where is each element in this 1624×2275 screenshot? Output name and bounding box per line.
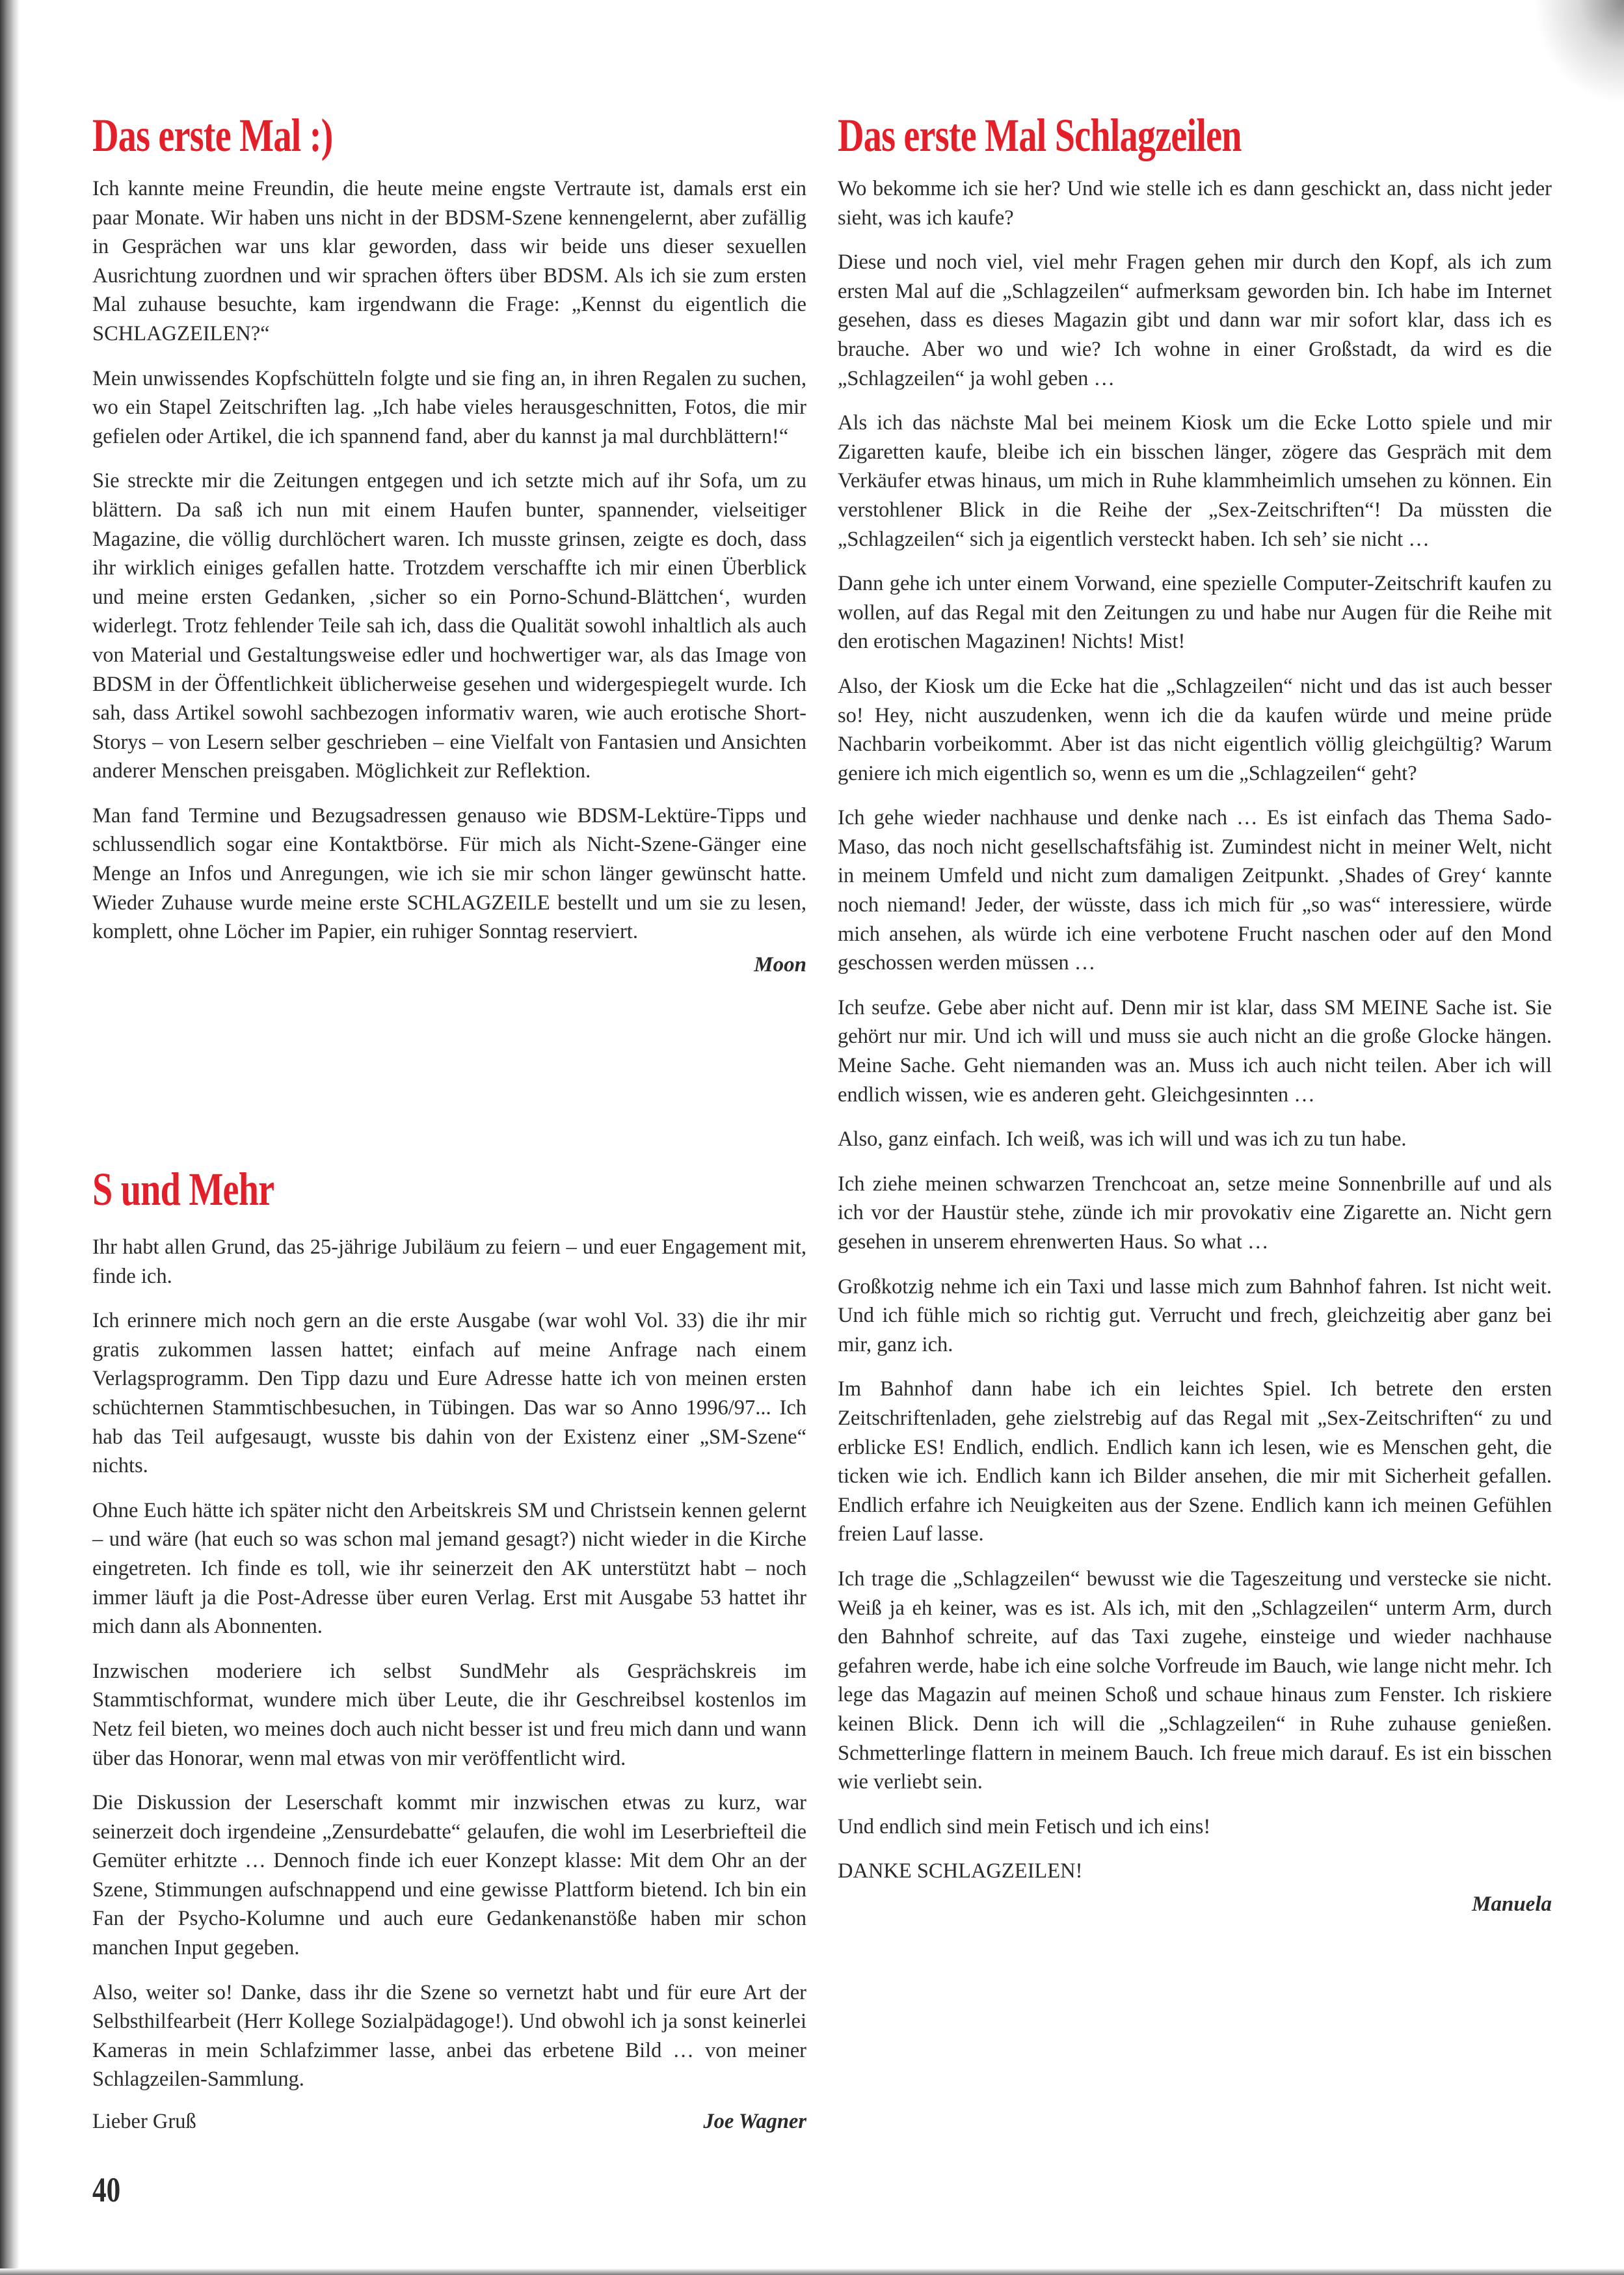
paragraph: DANKE SCHLAGZEILEN! (838, 1859, 1083, 1883)
paragraph: Ich erinnere mich noch gern an die erste Ausgabe (war wohl Vol. 33) die ihr mir gratis zukommen lassen hattet; einfach auf meine Anfrage nach einem Verlagsprogramm. Den Tipp dazu und Eure Adresse hatte ich von meinen ersten schüchternen Stammtischbesuchen, in Tübingen. Das war so Anno 1996/97... Ich hab das Teil aufgesaugt, wusste bis dahin von der Existenz einer „SM-Szene“ nichts. (92, 1309, 806, 1478)
closing-row (92, 2110, 806, 2134)
paragraph: Ich gehe wieder nachhause und denke nach … Es ist einfach das Thema Sado-Maso, das noch nicht gesellschaftsfähig ist. Zumindest nicht in meiner Welt, nicht in meinem Umfeld und nicht zum damaligen Zeitpunkt. ‚Shades of Grey‘ kannte noch niemand! Jeder, der wüsste, dass ich mich für „so was“ interessiere, würde mich ansehen, als würde ich eine verbotene Frucht naschen oder auf den Mond geschossen werden müssen … (838, 806, 1552, 975)
paragraph: Ich kannte meine Freundin, die heute meine engste Vertraute ist, damals erst ein paar Monate. Wir haben uns nicht in der BDSM-Szene kennengelernt, aber zufällig in Gesprächen war uns klar geworden, dass wir beide uns dieser sexuellen Ausrichtung zuordnen und wir sprachen öfters über BDSM. Als ich sie zum ersten Mal zuhause besuchte, kam irgendwann die Frage: „Kennst du eigentlich die SCHLAGZEILEN?“ (92, 177, 806, 345)
paragraph: Und endlich sind mein Fetisch und ich eins! (838, 1814, 1211, 1838)
paragraph: Ich seufze. Gebe aber nicht auf. Denn mir ist klar, dass SM MEINE Sache ist. Sie gehört nur mir. Und ich will und muss sie auch nicht an die große Glocke hängen. Meine Sache. Geht niemanden was an. Muss ich auch nicht teilen. Aber ich will endlich wissen, wie es anderen geht. Gleichgesinnten … (838, 995, 1552, 1107)
paragraph: Als ich das nächste Mal bei meinem Kiosk um die Ecke Lotto spiele und mir Zigaretten kaufe, bleibe ich ein bisschen länger, zögere das Gespräch mit dem Verkäufer etwas hinaus, um mich in Ruhe klammheimlich umsehen zu können. Ein verstohlener Blick in die Reihe der „Sex-Zeitschriften“! Da müssten die „Schlagzeilen“ sich ja eigentlich versteckt haben. Ich seh’ sie nicht … (838, 411, 1552, 551)
author-signature: Moon (754, 952, 806, 976)
paragraph: Sie streckte mir die Zeitungen entgegen und ich setzte mich auf ihr Sofa, um zu blättern. Da saß ich nun mit einem Haufen bunter, spannender, vielseitiger Magazine, die völlig durchlöchert waren. Ich musste grinsen, zeigte es doch, dass ihr wirklich einiges gefallen hatte. Trotzdem verschaffte ich mir einen Überblick und meine ersten Gedanken, ‚sicher so ein Porno-Schund-Blättchen‘, wurden widerlegt. Trotz fehlender Teile sah ich, dass die Qualität sowohl inhaltlich als auch von Material und Gestaltungsweise edler und hochwertiger war, als das Image von BDSM in der Öffentlichkeit üblicherweise gesehen und widergespiegelt wurde. Ich sah, dass Artikel sowohl sachbezogen informativ waren, wie auch erotische Short-Storys – von Lesern selber geschrieben – eine Vielfalt von Fantasien und Ansichten anderer Menschen preisgaben. Möglichkeit zur Reflektion. (92, 469, 806, 783)
article-title: Das erste Mal Schlagzeilen (838, 109, 1242, 161)
paragraph: Dann gehe ich unter einem Vorwand, eine spezielle Computer-Zeitschrift kaufen zu wollen, auf das Regal mit den Zeitungen zu und habe nur Augen für die Reihe mit den erotischen Magazinen! Nichts! Mist! (838, 572, 1552, 654)
paragraph: Mein unwissendes Kopfschütteln folgte und sie fing an, in ihren Regalen zu suchen, wo ein Stapel Zeitschriften lag. „Ich habe vieles herausgeschnitten, Fotos, die mir gefielen oder Artikel, die ich spannend fand, aber du kannst ja mal durchblättern!“ (92, 366, 806, 448)
closing-greeting: Lieber Gruß (92, 2110, 196, 2134)
article-das-erste-mal-schlagzeilen (838, 109, 1552, 161)
article-title: S und Mehr (92, 1163, 274, 1215)
paragraph: Die Diskussion der Leserschaft kommt mir inzwischen etwas zu kurz, war seinerzeit doch irgendeine „Zensurdebatte“ gelaufen, die wohl im Leserbriefteil die Gemüter erhitzte … Dennoch finde ich euer Konzept klasse: Mit dem Ohr an der Szene, Stimmungen aufschnappend und eine gewisse Plattform bietend. Ich bin ein Fan der Psycho-Kolumne und auch eure Gedankenanstöße haben mir schon manchen Input gegeben. (92, 1791, 806, 1960)
page-corner-shadow (1533, 0, 1624, 104)
article-das-erste-mal-schlagzeilen-body (838, 174, 1552, 1917)
paragraph: Ich trage die „Schlagzeilen“ bewusst wie die Tageszeitung und verstecke sie nicht. Weiß ja eh keiner, was es ist. Als ich, mit den „Schlagzeilen“ unterm Arm, durch den Bahnhof schreite, auf das Taxi zugehe, einsteige und wieder nachhause gefahren werde, habe ich eine solche Vorfreude im Bauch, wie lange nicht mehr. Ich lege das Magazin auf meinen Schoß und schaue hinaus zum Fenster. Ich riskiere keinen Blick. Denn ich will die „Schlagzeilen“ in Ruhe zuhause genießen. Schmetterlinge flattern in meinem Bauch. Ich freue mich darauf. Es ist ein bisschen wie verliebt sein. (838, 1567, 1552, 1794)
author-signature: Manuela (1472, 1892, 1552, 1916)
paragraph: Wo bekomme ich sie her? Und wie stelle ich es dann geschickt an, dass nicht jeder sieht, was ich kaufe? (838, 177, 1552, 230)
paragraph: Im Bahnhof dann habe ich ein leichtes Spiel. Ich betrete den ersten Zeitschriftenladen, gehe zielstrebig auf das Regal mit „Sex-Zeitschriften“ zu und erblicke ES! Endlich, endlich. Endlich kann ich lesen, wie es Menschen geht, die ticken wie ich. Endlich kann ich Bilder ansehen, die mir mit Sicherheit gefallen. Endlich erfahre ich Neuigkeiten aus der Szene. Endlich kann ich meinen Gefühlen freien Lauf lasse. (838, 1377, 1552, 1546)
paragraph: Also, ganz einfach. Ich weiß, was ich will und was ich zu tun habe. (838, 1127, 1407, 1151)
paragraph: Großkotzig nehme ich ein Taxi und lasse mich zum Bahnhof fahren. Ist nicht weit. Und ich fühle mich so richtig gut. Verrucht und frech, gleichzeitig aber ganz bei mir, ganz ich. (838, 1274, 1552, 1356)
article-s-und-mehr (92, 1163, 806, 1215)
article-title: Das erste Mal :) (92, 109, 333, 161)
paragraph: Ohne Euch hätte ich später nicht den Arbeitskreis SM und Christsein kennen gelernt – und wäre (hat euch so was schon mal jemand gesagt?) nicht wieder in die Kirche eingetreten. Ich finde es toll, wie ihr seinerzeit den AK unterstützt habt – noch immer läuft ja die Post-Adresse über euren Verlag. Erst mit Ausgabe 53 hattet ihr mich dann als Abonnenten. (92, 1498, 806, 1639)
article-s-und-mehr-body (92, 1233, 806, 2134)
article-das-erste-mal-body (92, 174, 806, 977)
paragraph: Ihr habt allen Grund, das 25-jährige Jubiläum zu feiern – und euer Engagement mit, finde ich. (92, 1235, 806, 1288)
paragraph: Ich ziehe meinen schwarzen Trenchcoat an, setze meine Sonnenbrille auf und als ich vor der Haustür stehe, zünde ich mir provokativ eine Zigarette an. Nicht gern gesehen in unserem ehrenwerten Haus. So what … (838, 1172, 1552, 1254)
page-bottom-edge (0, 2268, 1624, 2275)
paragraph: Also, weiter so! Danke, dass ihr die Szene so vernetzt habt und für eure Art der Selbsthilfearbeit (Herr Kollege Sozialpädagoge!). Und obwohl ich ja sonst keinerlei Kameras in mein Schlafzimmer lasse, anbei das erbetene Bild … von meiner Schlagzeilen-Sammlung. (92, 1980, 806, 2092)
book-spine-shadow (0, 0, 20, 2275)
article-das-erste-mal (92, 109, 806, 161)
paragraph: Also, der Kiosk um die Ecke hat die „Schlagzeilen“ nicht und das ist auch besser so! Hey, nicht auszudenken, wenn ich die da kaufen würde und meine prüde Nachbarin vorbeikommt. Aber ist das nicht eigentlich völlig gleichgültig? Warum geniere ich mich eigentlich so, wenn es um die „Schlagzeilen“ geht? (838, 674, 1552, 785)
paragraph: Man fand Termine und Bezugsadressen genauso wie BDSM-Lektüre-Tipps und schlussendlich sogar eine Kontaktbörse. Für mich als Nicht-Szene-Gänger eine Menge an Infos und Anregungen, wie ich sie mir schon länger gewünscht hatte. Wieder Zuhause wurde meine erste SCHLAGZEILE bestellt und um sie zu lesen, komplett, ohne Löcher im Papier, ein ruhiger Sonntag reserviert. (92, 803, 806, 944)
page-number: 40 (92, 2170, 121, 2209)
paragraph: Diese und noch viel, viel mehr Fragen gehen mir durch den Kopf, als ich zum ersten Mal auf die „Schlagzeilen“ aufmerksam geworden bin. Ich habe im Internet gesehen, dass es dieses Magazin gibt und dann war mir sofort klar, dass ich es brauche. Aber wo und wie? Ich wohne in einer Großstadt, da wird es die „Schlagzeilen“ ja wohl geben … (838, 250, 1552, 390)
paragraph: Inzwischen moderiere ich selbst SundMehr als Gesprächskreis im Stammtischformat, wundere mich über Leute, die ihr Geschreibsel kostenlos im Netz feil bieten, wo meines doch auch nicht besser ist und freu mich dann und wann über das Honorar, wenn mal etwas von mir veröffentlicht wird. (92, 1659, 806, 1770)
author-signature: Joe Wagner (703, 2110, 806, 2134)
